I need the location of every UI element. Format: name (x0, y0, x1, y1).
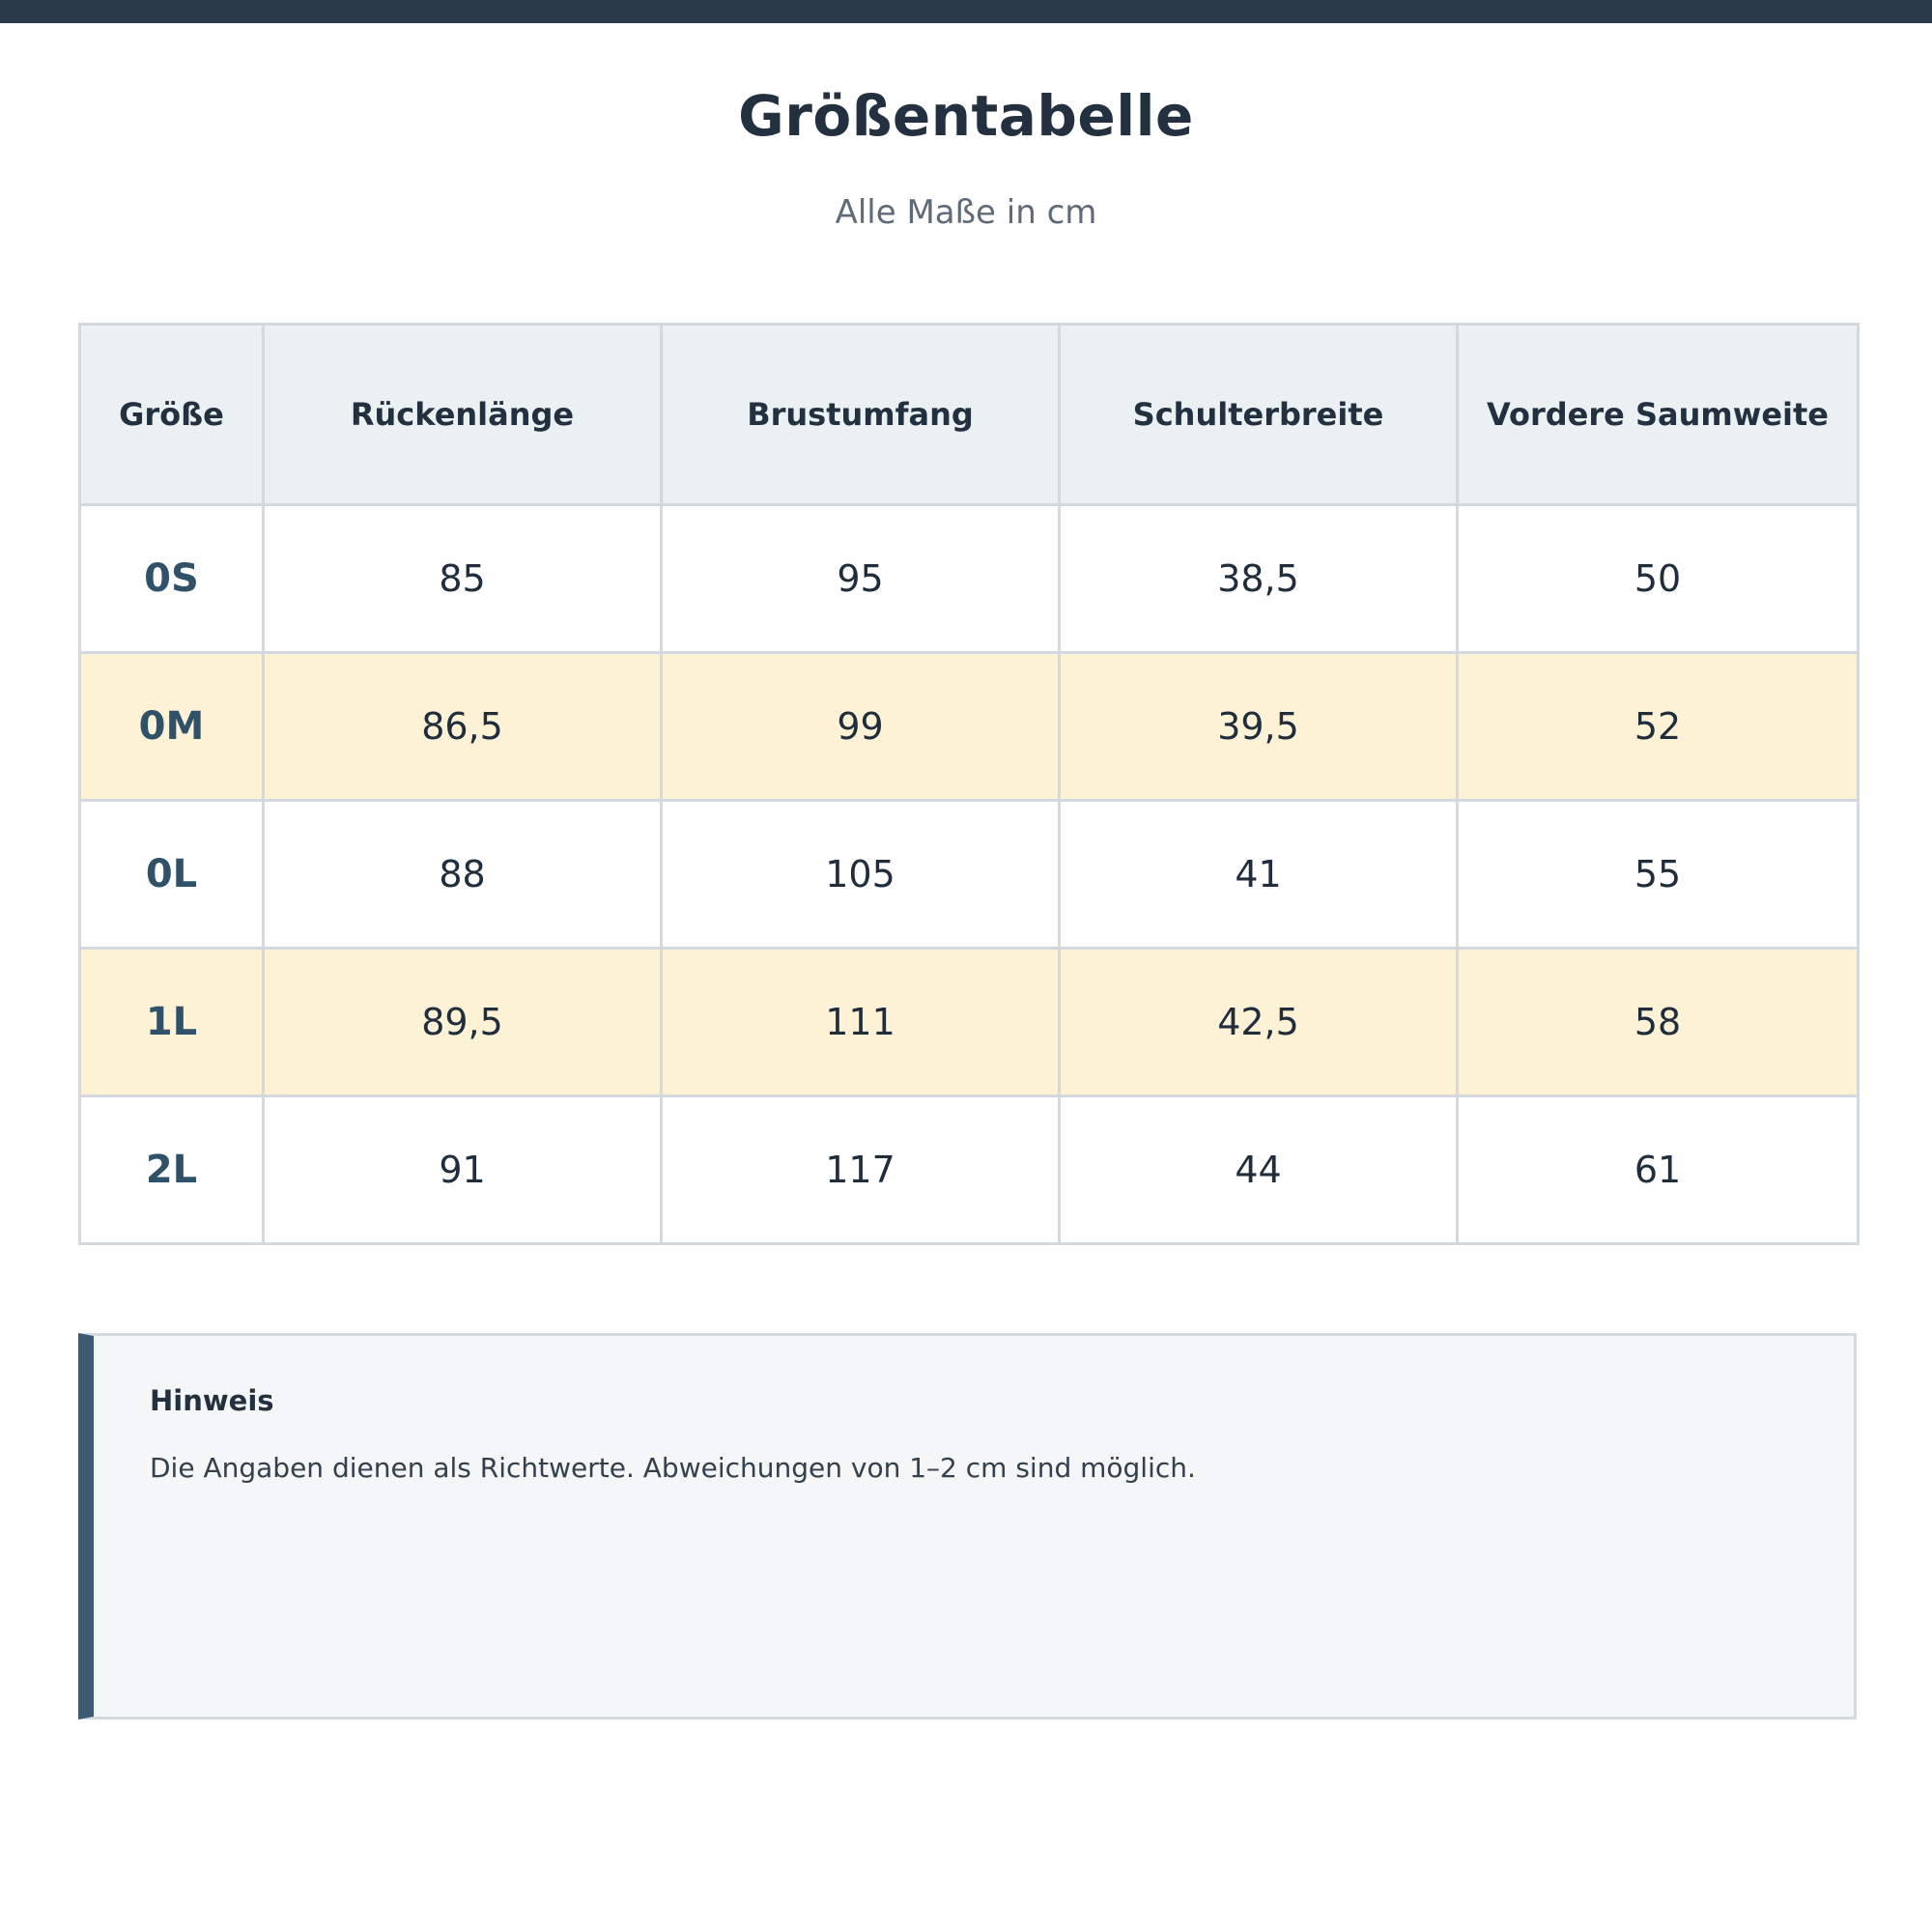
size-table (78, 323, 1860, 1245)
table-cell: 41 (1060, 801, 1458, 949)
table-row (80, 1096, 1859, 1244)
header-shoulder: Schulterbreite (1060, 325, 1458, 505)
header-size: Größe (80, 325, 264, 505)
table-cell: 52 (1458, 653, 1859, 801)
note-text: Die Angaben dienen als Richtwerte. Abweichungen von 1–2 cm sind möglich. (150, 1452, 1196, 1484)
size-label: 2L (80, 1096, 264, 1244)
table-cell: 105 (662, 801, 1060, 949)
page-title: Größentabelle (738, 83, 1194, 149)
table-row (80, 949, 1859, 1096)
table-cell: 117 (662, 1096, 1060, 1244)
table-cell: 91 (264, 1096, 662, 1244)
header-front-hem: Vordere Saumweite (1458, 325, 1859, 505)
table-cell: 88 (264, 801, 662, 949)
table-cell: 44 (1060, 1096, 1458, 1244)
table-cell: 38,5 (1060, 505, 1458, 653)
size-label: 1L (80, 949, 264, 1096)
header-chest: Brustumfang (662, 325, 1060, 505)
size-label: 0M (80, 653, 264, 801)
table-cell: 85 (264, 505, 662, 653)
table-cell: 95 (662, 505, 1060, 653)
table-cell: 86,5 (264, 653, 662, 801)
note-box (78, 1333, 1857, 1719)
table-cell: 50 (1458, 505, 1859, 653)
page-subtitle: Alle Maße in cm (835, 193, 1097, 232)
table-cell: 39,5 (1060, 653, 1458, 801)
header-back-length: Rückenlänge (264, 325, 662, 505)
table-cell: 58 (1458, 949, 1859, 1096)
table-row (80, 505, 1859, 653)
table-cell: 61 (1458, 1096, 1859, 1244)
top-bar (0, 0, 1932, 23)
table-cell: 89,5 (264, 949, 662, 1096)
table-header-row (80, 325, 1859, 505)
table-cell: 42,5 (1060, 949, 1458, 1096)
table-cell: 99 (662, 653, 1060, 801)
table-row (80, 801, 1859, 949)
table-cell: 55 (1458, 801, 1859, 949)
table-cell: 111 (662, 949, 1060, 1096)
size-label: 0S (80, 505, 264, 653)
size-label: 0L (80, 801, 264, 949)
table-row (80, 653, 1859, 801)
note-title: Hinweis (150, 1384, 274, 1417)
